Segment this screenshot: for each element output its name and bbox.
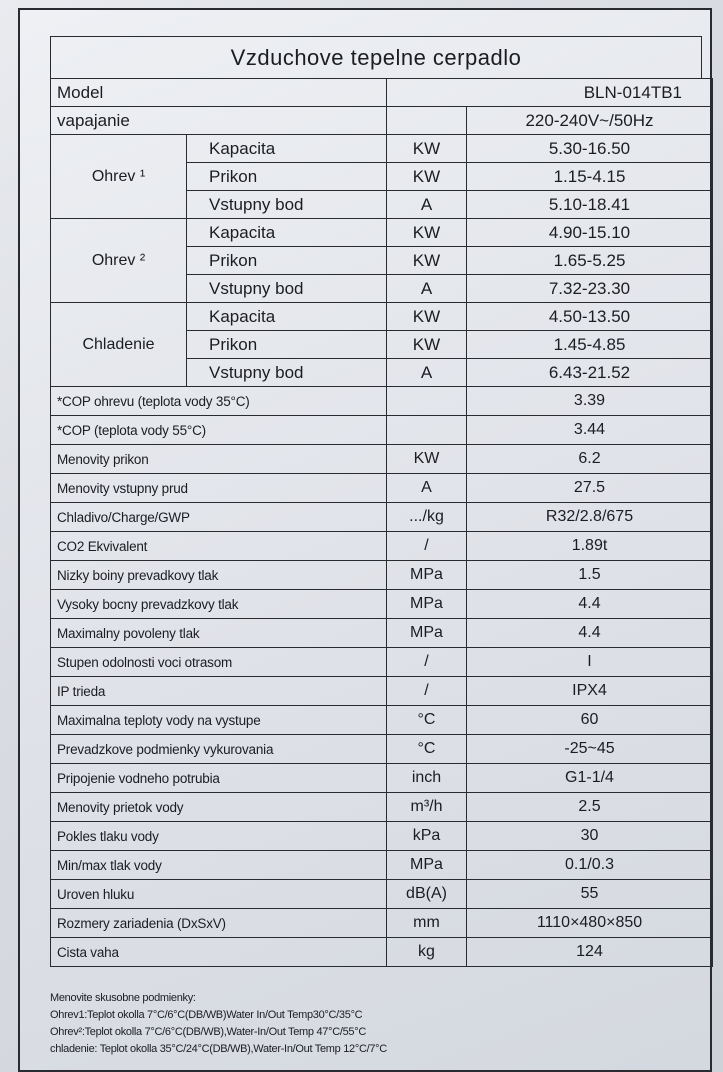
spec-row: [51, 648, 713, 677]
spec-value: 2.5: [467, 793, 713, 822]
spec-label: CO2 Ekvivalent: [51, 532, 387, 561]
spec-unit: [387, 416, 467, 445]
spec-row: [51, 909, 713, 938]
note-heating-2: Ohrev²:Teplot okolla 7°C/6°C(DB/WB),Water-In/Out Temp 47°C/55°C: [50, 1026, 366, 1038]
notes-heading: Menovite skusobne podmienky:: [50, 992, 196, 1004]
test-conditions-notes: [50, 990, 710, 1058]
spec-value: 3.44: [467, 416, 713, 445]
spec-unit: /: [387, 532, 467, 561]
spec-label: Maximalna teploty vody na vystupe: [51, 706, 387, 735]
model-label: Model: [51, 79, 387, 107]
spec-label: Rozmery zariadenia (DxSxV): [51, 909, 387, 938]
spec-row: [51, 561, 713, 590]
spec-table: [50, 78, 713, 967]
group-row-label: Kapacita: [187, 219, 387, 247]
spec-row: [51, 445, 713, 474]
spec-unit: A: [387, 474, 467, 503]
spec-value: 27.5: [467, 474, 713, 503]
spec-row: [51, 677, 713, 706]
group-row-label: Vstupny bod: [187, 359, 387, 387]
spec-unit: MPa: [387, 619, 467, 648]
spec-value: IPX4: [467, 677, 713, 706]
spec-label: Uroven hluku: [51, 880, 387, 909]
note-heating-1: Ohrev1:Teplot okolla 7°C/6°C(DB/WB)Water In/Out Temp30°C/35°C: [50, 1009, 363, 1021]
spec-row: [51, 706, 713, 735]
spec-unit: m³/h: [387, 793, 467, 822]
group-row-value: 6.43-21.52: [467, 359, 713, 387]
spec-label: IP trieda: [51, 677, 387, 706]
supply-row: [51, 107, 713, 135]
group-row-value: 1.45-4.85: [467, 331, 713, 359]
spec-value: 60: [467, 706, 713, 735]
model-value: BLN-014TB1: [387, 79, 713, 107]
spec-row: [51, 590, 713, 619]
spec-label: Vysoky bocny prevadzkovy tlak: [51, 590, 387, 619]
group-row: [51, 135, 713, 163]
spec-value: 3.39: [467, 387, 713, 416]
spec-label: Min/max tlak vody: [51, 851, 387, 880]
spec-value: 1.89t: [467, 532, 713, 561]
spec-unit: °C: [387, 706, 467, 735]
spec-value: 55: [467, 880, 713, 909]
spec-unit: MPa: [387, 851, 467, 880]
group-row-value: 4.50-13.50: [467, 303, 713, 331]
spec-value: 4.4: [467, 619, 713, 648]
supply-label: vapajanie: [51, 107, 387, 135]
group-row-label: Kapacita: [187, 303, 387, 331]
spec-unit: [387, 387, 467, 416]
spec-unit: .../kg: [387, 503, 467, 532]
spec-value: 4.4: [467, 590, 713, 619]
group-row-unit: A: [387, 275, 467, 303]
group-row-value: 4.90-15.10: [467, 219, 713, 247]
spec-row: [51, 735, 713, 764]
group-name: Chladenie: [51, 303, 187, 387]
supply-value: 220-240V~/50Hz: [467, 107, 713, 135]
spec-value: 30: [467, 822, 713, 851]
spec-row: [51, 619, 713, 648]
spec-value: 124: [467, 938, 713, 967]
spec-unit: kg: [387, 938, 467, 967]
supply-unit-cell: [387, 107, 467, 135]
spec-unit: MPa: [387, 561, 467, 590]
group-row-label: Kapacita: [187, 135, 387, 163]
group-row-value: 1.65-5.25: [467, 247, 713, 275]
spec-unit: /: [387, 648, 467, 677]
spec-label-sheet: [18, 8, 712, 1072]
spec-row: [51, 764, 713, 793]
spec-value: 1110×480×850: [467, 909, 713, 938]
group-row-unit: KW: [387, 331, 467, 359]
spec-label: Prevadzkove podmienky vykurovania: [51, 735, 387, 764]
spec-label: Menovity vstupny prud: [51, 474, 387, 503]
spec-row: [51, 416, 713, 445]
spec-row: [51, 532, 713, 561]
group-row-value: 5.10-18.41: [467, 191, 713, 219]
spec-label: Stupen odolnosti voci otrasom: [51, 648, 387, 677]
spec-label: Cista vaha: [51, 938, 387, 967]
group-row-value: 5.30-16.50: [467, 135, 713, 163]
spec-unit: KW: [387, 445, 467, 474]
group-row: [51, 219, 713, 247]
spec-label: Pripojenie vodneho potrubia: [51, 764, 387, 793]
spec-label: Menovity prikon: [51, 445, 387, 474]
spec-label: Maximalny povoleny tlak: [51, 619, 387, 648]
spec-label: Pokles tlaku vody: [51, 822, 387, 851]
spec-value: I: [467, 648, 713, 677]
group-row-unit: A: [387, 359, 467, 387]
spec-row: [51, 822, 713, 851]
group-row-value: 1.15-4.15: [467, 163, 713, 191]
model-row: [51, 79, 713, 107]
spec-value: 1.5: [467, 561, 713, 590]
group-row-unit: A: [387, 191, 467, 219]
spec-label: Nizky boiny prevadkovy tlak: [51, 561, 387, 590]
spec-label: *COP (teplota vody 55°C): [51, 416, 387, 445]
group-row-value: 7.32-23.30: [467, 275, 713, 303]
group-row-label: Vstupny bod: [187, 275, 387, 303]
group-row-unit: KW: [387, 247, 467, 275]
group-name: Ohrev ¹: [51, 135, 187, 219]
group-row-label: Prikon: [187, 163, 387, 191]
spec-label: Chladivo/Charge/GWP: [51, 503, 387, 532]
group-row-unit: KW: [387, 135, 467, 163]
group-row-label: Prikon: [187, 247, 387, 275]
spec-unit: mm: [387, 909, 467, 938]
label-title: Vzduchove tepelne cerpadlo: [50, 36, 702, 79]
group-row-label: Prikon: [187, 331, 387, 359]
spec-row: [51, 880, 713, 909]
spec-unit: /: [387, 677, 467, 706]
spec-row: [51, 474, 713, 503]
spec-value: -25~45: [467, 735, 713, 764]
spec-row: [51, 851, 713, 880]
spec-value: G1-1/4: [467, 764, 713, 793]
group-row: [51, 303, 713, 331]
spec-row: [51, 938, 713, 967]
spec-value: R32/2.8/675: [467, 503, 713, 532]
group-row-unit: KW: [387, 163, 467, 191]
spec-row: [51, 793, 713, 822]
spec-unit: dB(A): [387, 880, 467, 909]
spec-row: [51, 503, 713, 532]
group-row-label: Vstupny bod: [187, 191, 387, 219]
spec-unit: °C: [387, 735, 467, 764]
group-row-unit: KW: [387, 303, 467, 331]
spec-unit: MPa: [387, 590, 467, 619]
spec-unit: inch: [387, 764, 467, 793]
note-cooling: chladenie: Teplot okolla 35°C/24°C(DB/WB),Water-In/Out Temp 12°C/7°C: [50, 1043, 387, 1055]
group-row-unit: KW: [387, 219, 467, 247]
spec-row: [51, 387, 713, 416]
spec-value: 6.2: [467, 445, 713, 474]
group-name: Ohrev ²: [51, 219, 187, 303]
spec-label: *COP ohrevu (teplota vody 35°C): [51, 387, 387, 416]
spec-unit: kPa: [387, 822, 467, 851]
spec-value: 0.1/0.3: [467, 851, 713, 880]
spec-label: Menovity prietok vody: [51, 793, 387, 822]
